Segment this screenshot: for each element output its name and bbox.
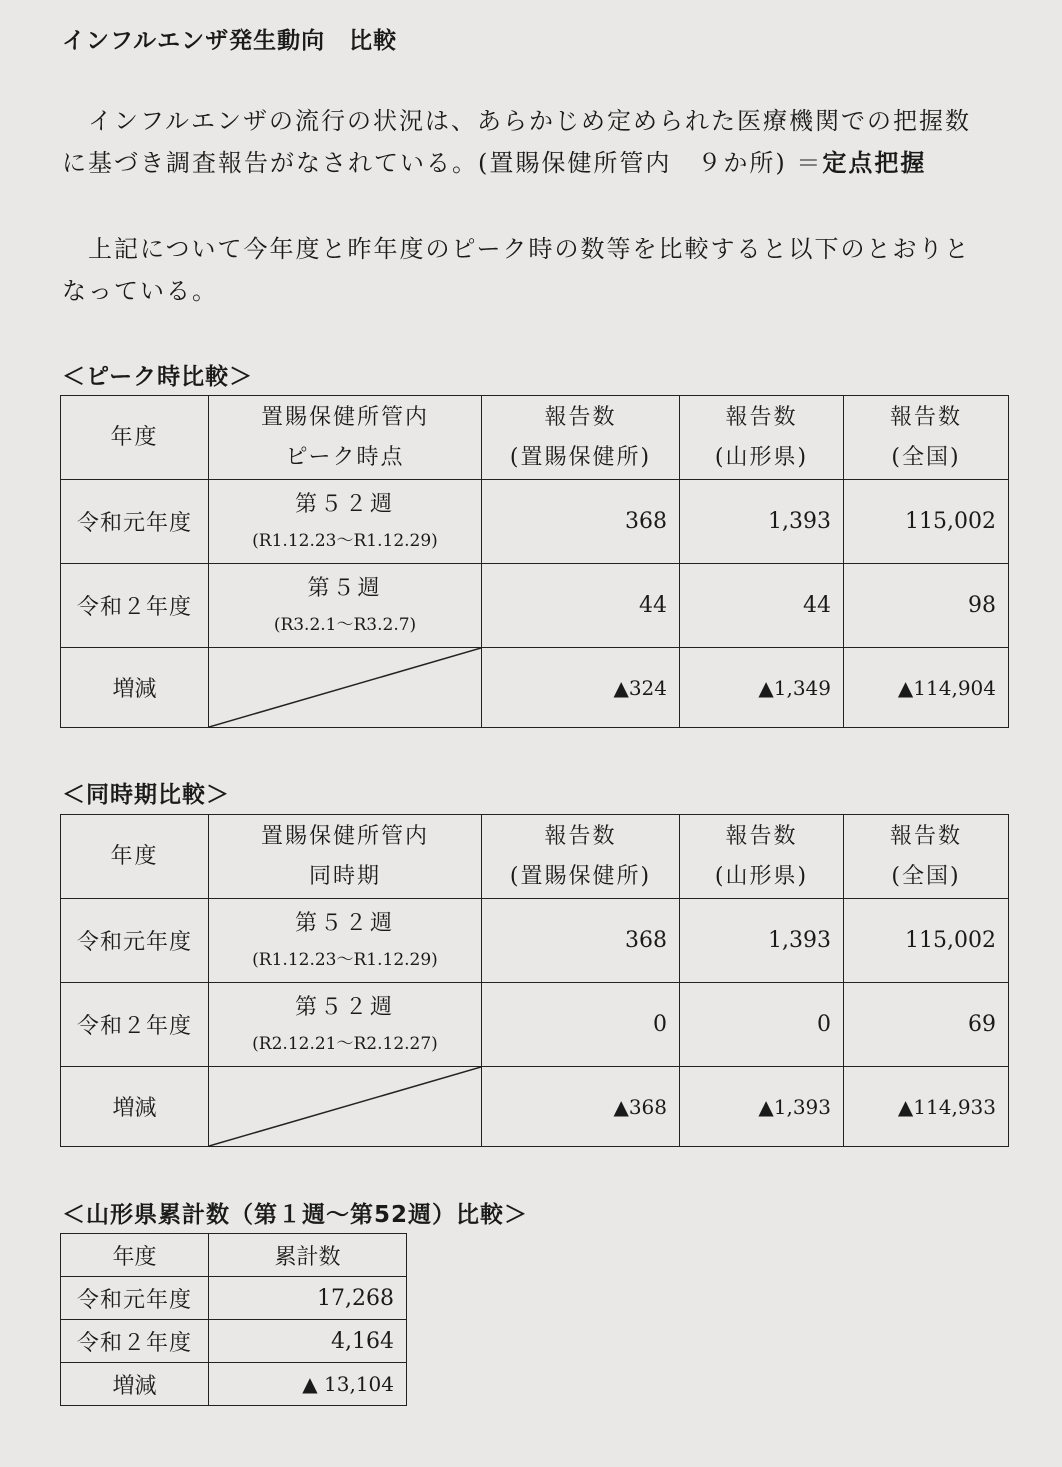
table-row — [61, 480, 1009, 564]
same-header-period: 置賜保健所管内 同時期 — [209, 815, 482, 899]
row-year: 令和元年度 — [61, 480, 209, 564]
row-period: 第５２週 (R1.12.23～R1.12.29) — [209, 480, 482, 564]
diff-national: ▲114,933 — [844, 1067, 1009, 1147]
diff-row — [61, 648, 1009, 728]
peak-header-year: 年度 — [61, 396, 209, 480]
peak-header-okitama: 報告数 (置賜保健所) — [482, 396, 680, 480]
peak-header-row — [61, 396, 1009, 480]
same-header-row — [61, 815, 1009, 899]
peak-header-yamagata: 報告数 (山形県) — [680, 396, 844, 480]
diff-yamagata: ▲1,393 — [680, 1067, 844, 1147]
row-year: 令和元年度 — [61, 1277, 209, 1320]
diff-row — [61, 1363, 407, 1406]
same-header-national: 報告数 (全国) — [844, 815, 1009, 899]
peak-header-period: 置賜保健所管内 ピーク時点 — [209, 396, 482, 480]
diagonal-cell — [209, 1067, 482, 1147]
table-row — [61, 1277, 407, 1320]
row-yamagata: 1,393 — [680, 480, 844, 564]
row-period: 第５週 (R3.2.1～R3.2.7) — [209, 564, 482, 648]
row-national: 115,002 — [844, 480, 1009, 564]
intro-line-1: インフルエンザの流行の状況は、あらかじめ定められた医療機関での把握数 — [88, 107, 972, 135]
row-okitama: 44 — [482, 564, 680, 648]
summary-line-1: 上記について今年度と昨年度のピーク時の数等を比較すると以下のとおりと — [88, 235, 971, 263]
row-national: 115,002 — [844, 899, 1009, 983]
cumulative-table — [60, 1233, 407, 1406]
row-okitama: 368 — [482, 899, 680, 983]
row-national: 69 — [844, 983, 1009, 1067]
row-yamagata: 0 — [680, 983, 844, 1067]
row-okitama: 368 — [482, 480, 680, 564]
table-row — [61, 899, 1009, 983]
diff-label: 増減 — [61, 648, 209, 728]
diff-national: ▲114,904 — [844, 648, 1009, 728]
intro-paragraph — [62, 100, 1012, 184]
diagonal-line — [209, 1067, 481, 1146]
intro-line-2-bold: 定点把握 — [822, 149, 927, 177]
same-header-okitama: 報告数 (置賜保健所) — [482, 815, 680, 899]
diff-okitama: ▲324 — [482, 648, 680, 728]
diff-okitama: ▲368 — [482, 1067, 680, 1147]
row-yamagata: 44 — [680, 564, 844, 648]
peak-header-national: 報告数 (全国) — [844, 396, 1009, 480]
table-row — [61, 564, 1009, 648]
intro-line-2 — [62, 142, 1012, 184]
intro-line-2-text: に基づき調査報告がなされている。(置賜保健所管内 ９か所) ＝ — [62, 149, 823, 177]
cumulative-heading: ＜山形県累計数（第１週～第52週）比較＞ — [62, 1202, 529, 1228]
row-total: 17,268 — [209, 1277, 407, 1320]
same-header-yamagata: 報告数 (山形県) — [680, 815, 844, 899]
table-row — [61, 983, 1009, 1067]
summary-line-2: なっている。 — [62, 277, 218, 305]
page-title: インフルエンザ発生動向 比較 — [62, 28, 398, 54]
row-yamagata: 1,393 — [680, 899, 844, 983]
row-period: 第５２週 (R2.12.21～R2.12.27) — [209, 983, 482, 1067]
peak-table — [60, 395, 1009, 728]
row-national: 98 — [844, 564, 1009, 648]
diagonal-line — [209, 648, 481, 727]
row-total: 4,164 — [209, 1320, 407, 1363]
row-okitama: 0 — [482, 983, 680, 1067]
cumulative-header-year: 年度 — [61, 1234, 209, 1277]
cumulative-header-total: 累計数 — [209, 1234, 407, 1277]
diff-row — [61, 1067, 1009, 1147]
same-period-heading: ＜同時期比較＞ — [62, 782, 230, 808]
table-row — [61, 1320, 407, 1363]
diff-total: ▲ 13,104 — [209, 1363, 407, 1406]
diff-yamagata: ▲1,349 — [680, 648, 844, 728]
row-year: 令和元年度 — [61, 899, 209, 983]
row-year: 令和２年度 — [61, 1320, 209, 1363]
row-period: 第５２週 (R1.12.23～R1.12.29) — [209, 899, 482, 983]
diagonal-cell — [209, 648, 482, 728]
row-year: 令和２年度 — [61, 564, 209, 648]
peak-heading: ＜ピーク時比較＞ — [62, 364, 254, 390]
summary-paragraph — [62, 228, 1012, 312]
same-period-table — [60, 814, 1009, 1147]
row-year: 令和２年度 — [61, 983, 209, 1067]
diff-label: 増減 — [61, 1363, 209, 1406]
diff-label: 増減 — [61, 1067, 209, 1147]
cumulative-header-row — [61, 1234, 407, 1277]
same-header-year: 年度 — [61, 815, 209, 899]
